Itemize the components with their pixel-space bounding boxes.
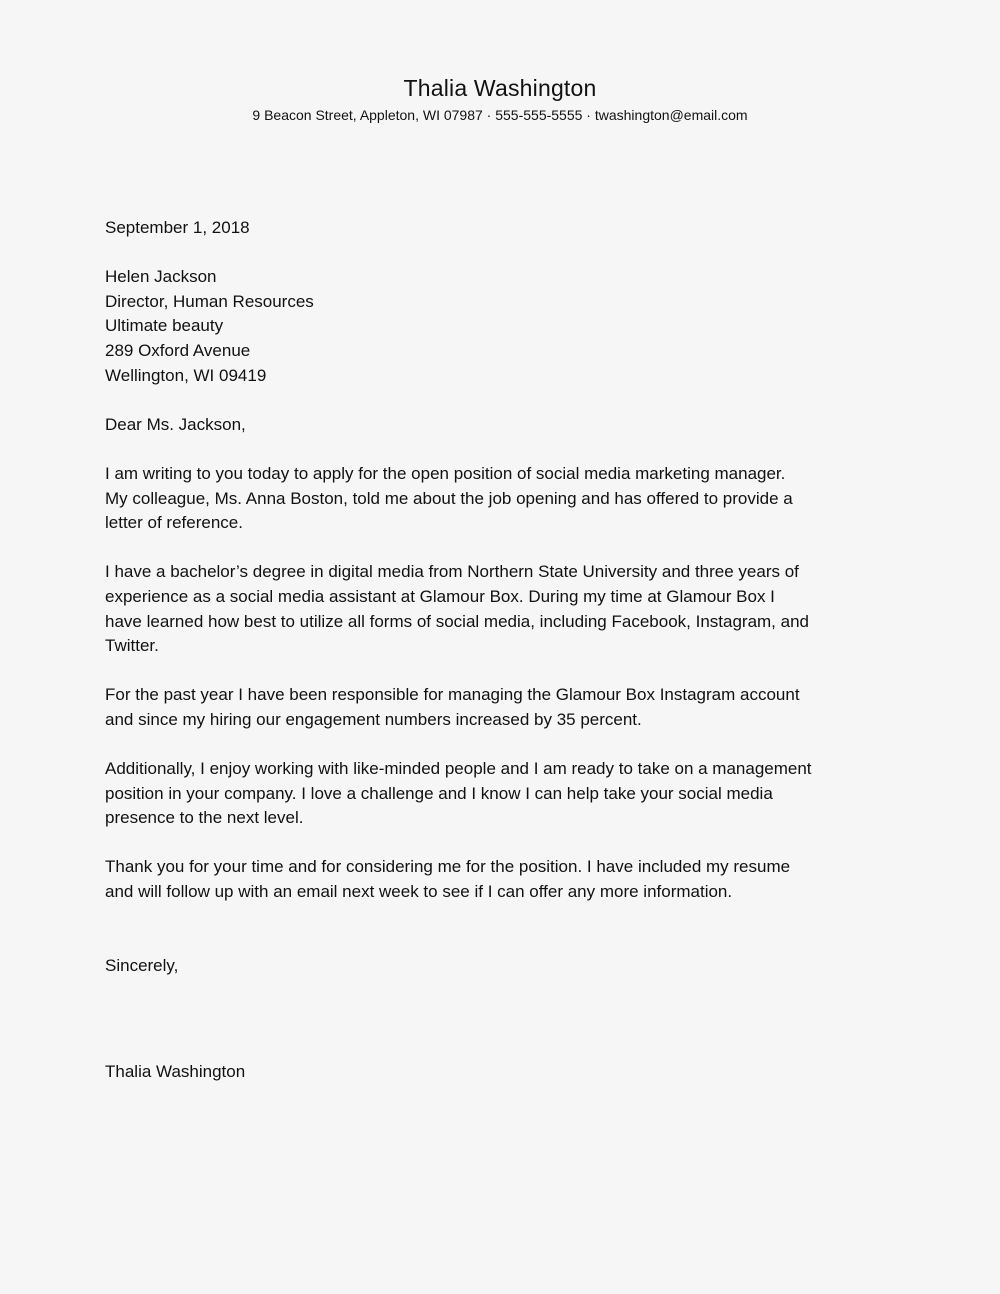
paragraph-line: experience as a social media assistant at Glamour Box. During my time at Glamour Box I <box>105 586 775 606</box>
letter-date: September 1, 2018 <box>105 218 250 237</box>
letterhead <box>0 73 1000 125</box>
paragraph-line: presence to the next level. <box>105 808 304 828</box>
closing: Sincerely, <box>105 955 179 975</box>
letter-body <box>105 216 925 1085</box>
paragraph-line: Additionally, I enjoy working with like-minded people and I am ready to take on a management <box>105 759 812 779</box>
paragraph-line: letter of reference. <box>105 513 243 533</box>
recipient-company: Ultimate beauty <box>105 316 224 336</box>
paragraph-motivation <box>105 757 925 831</box>
paragraph-line: I am writing to you today to apply for the open position of social media marketing manager. <box>105 463 786 483</box>
recipient-name: Helen Jackson <box>105 267 217 287</box>
recipient-title: Director, Human Resources <box>105 291 314 311</box>
paragraph-line: have learned how best to utilize all forms of social media, including Facebook, Instagram, and <box>105 611 809 631</box>
recipient-address <box>105 265 925 388</box>
signature-name: Thalia Washington <box>105 1062 246 1082</box>
paragraph-line: and will follow up with an email next week to see if I can offer any more information. <box>105 882 733 902</box>
sender-name: Thalia Washington <box>403 75 597 101</box>
paragraph-line: For the past year I have been responsible for managing the Glamour Box Instagram account <box>105 685 800 705</box>
paragraph-line: Twitter. <box>105 636 159 656</box>
sender-contact: 9 Beacon Street, Appleton, WI 07987 · 555-555-5555 · twashington@email.com <box>252 107 748 123</box>
paragraph-line: and since my hiring our engagement numbers increased by 35 percent. <box>105 709 642 729</box>
recipient-city: Wellington, WI 09419 <box>105 365 267 385</box>
paragraph-line: Thank you for your time and for considering me for the position. I have included my resume <box>105 857 791 877</box>
recipient-street: 289 Oxford Avenue <box>105 340 251 360</box>
paragraph-achievement <box>105 683 925 732</box>
salutation: Dear Ms. Jackson, <box>105 414 246 434</box>
paragraph-line: position in your company. I love a challenge and I know I can help take your social media <box>105 783 773 803</box>
paragraph-line: My colleague, Ms. Anna Boston, told me about the job opening and has offered to provide a <box>105 488 793 508</box>
paragraph-line: I have a bachelor’s degree in digital media from Northern State University and three years of <box>105 562 799 582</box>
paragraph-experience <box>105 560 925 658</box>
paragraph-intro <box>105 462 925 536</box>
paragraph-thanks <box>105 855 925 904</box>
